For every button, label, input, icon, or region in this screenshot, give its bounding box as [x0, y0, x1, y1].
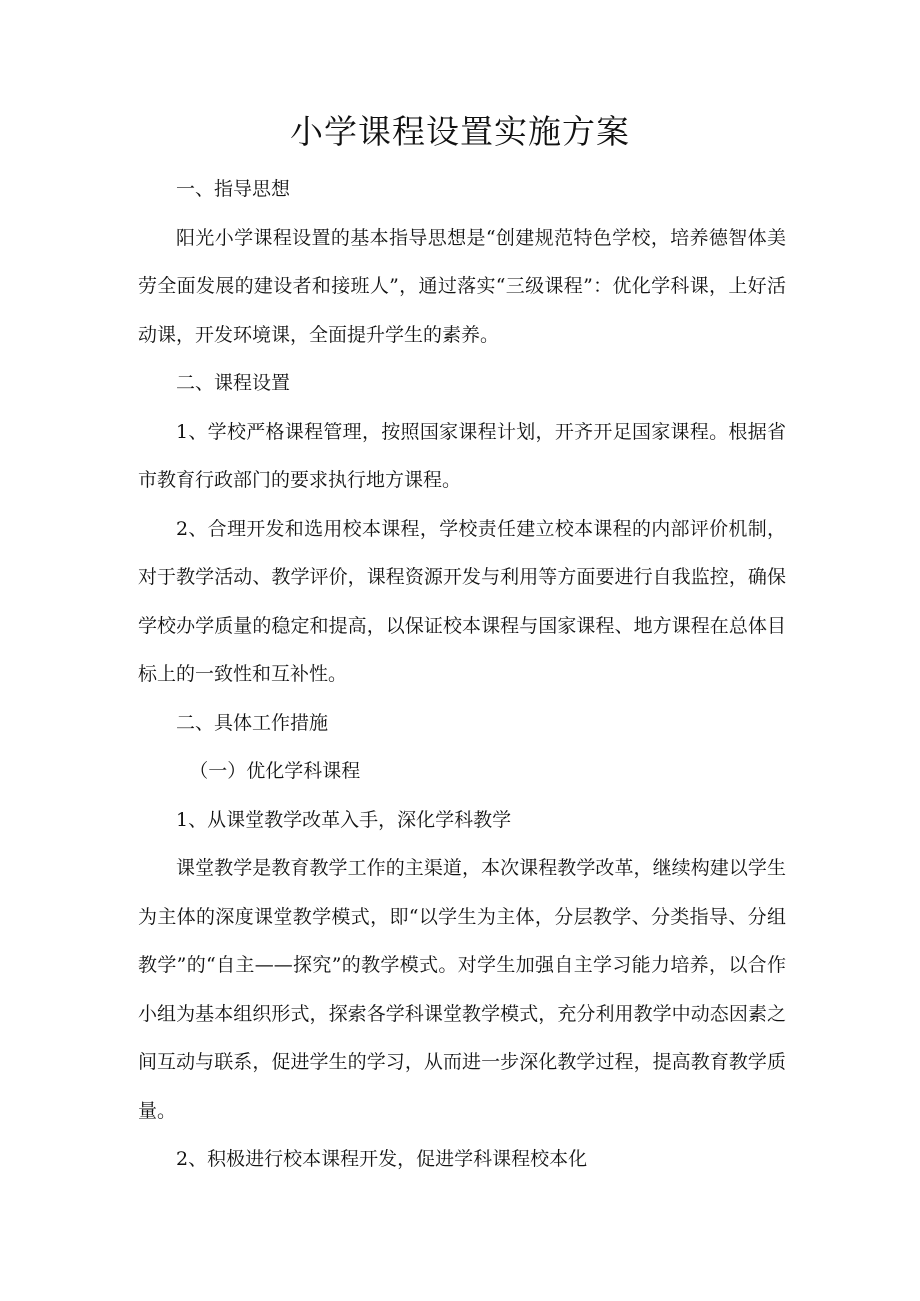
paragraph-guiding-ideology: 阳光小学课程设置的基本指导思想是“创建规范特色学校，培养德智体美劳全面发展的建设者和接班人”，通过落实“三级课程”：优化学科课，上好活动课，开发环境课，全面提升学生的素养。: [138, 226, 786, 346]
document-title: 小学课程设置实施方案: [290, 112, 630, 151]
section-heading-guiding-ideology: 一、指导思想: [176, 178, 291, 200]
document-body: [138, 165, 786, 1184]
paragraph-classroom-teaching: 课堂教学是教育教学工作的主渠道，本次课程教学改革，继续构建以学生为主体的深度课堂教学模式，即“以学生为主体，分层教学、分类指导、分组教学”的“自主——探究”的教学模式。对学生加强自主学习能力培养，以合作小组为基本组织形式，探索各学科课堂教学模式，充分利用教学中动态因素之间互动与联系，促进学生的学习，从而进一步深化教学过程，提高教育教学质量。: [138, 857, 786, 1122]
paragraph-school-based-curriculum: 2、合理开发和选用校本课程，学校责任建立校本课程的内部评价机制，对于教学活动、教学评价，课程资源开发与利用等方面要进行自我监控，确保学校办学质量的稳定和提高，以保证校本课程与国家课程、地方课程在总体目标上的一致性和互补性。: [138, 517, 786, 685]
item-heading-classroom-reform: 1、从课堂教学改革入手，深化学科教学: [176, 808, 512, 831]
section-heading-specific-measures: 二、具体工作措施: [176, 711, 329, 734]
paragraph-curriculum-management: 1、学校严格课程管理，按照国家课程计划，开齐开足国家课程。根据省市教育行政部门的要求执行地方课程。: [138, 420, 786, 491]
item-heading-school-based-development: 2、积极进行校本课程开发，促进学科课程校本化: [176, 1148, 588, 1170]
section-heading-curriculum-setup: 二、课程设置: [176, 372, 291, 394]
subsection-heading-optimize-subjects: （一）优化学科课程: [189, 760, 361, 782]
